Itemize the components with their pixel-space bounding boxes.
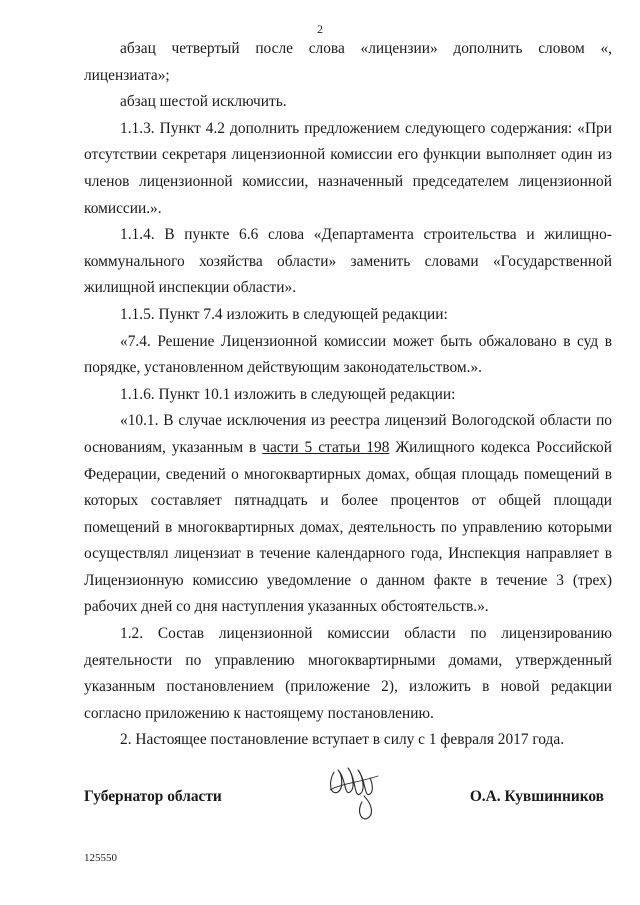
signatory-name: О.А. Кувшинников: [469, 788, 604, 805]
handwritten-signature: [320, 752, 390, 824]
paragraph-1-1-3: 1.1.3. Пункт 4.2 дополнить предложением следующего содержания: «При отсутствии секретаря лицензионной комиссии его функции выполняет один из членов лицензионной комиссии, назначенный председателем лицензионной комиссии.».: [84, 119, 612, 217]
paragraph-abzac-6: абзац шестой исключить.: [120, 93, 287, 111]
signatory-title: Губернатор области: [84, 788, 222, 805]
paragraph-abzac-4: абзац четвертый после слова «лицензии» дополнить словом «, лицензиата»;: [84, 40, 612, 84]
paragraph-1-2: 1.2. Состав лицензионной комиссии области по лицензированию деятельности по управлению многоквартирными домами, утвержденный указанным постановлением (приложение 2), изложить в новой редакции согласно приложению к настоящему постановлению.: [84, 625, 612, 722]
paragraph-7-4-quote: «7.4. Решение Лицензионной комиссии может быть обжаловано в суд в порядке, установленном действующим законодательством.».: [84, 332, 612, 377]
paragraph-10-1-quote: [84, 408, 612, 621]
document-body: [84, 36, 612, 754]
paragraph-10-1-rest: Жилищного кодекса Российской Федерации, сведений о многоквартирных домах, общая площадь помещений в которых составляет пятнадцать и более процентов от общей площади помещений в многоквартирных домах, деятельность по управлению которыми осуществлял лицензиат в течение календарного года, Инспекция направляет в Лицензионную комиссию уведомление о данном факте в течение 3 (трех) рабочих дней со дня наступления указанных обстоятельств.».: [84, 438, 612, 616]
paragraph-1-1-5: 1.1.5. Пункт 7.4 изложить в следующей редакции:: [120, 305, 448, 323]
paragraph-1-1-4: 1.1.4. В пункте 6.6 слова «Департамента строительства и жилищно-коммунального хозяйства области» заменить словами «Государственной жилищной инспекции области».: [84, 226, 612, 297]
paragraph-2: 2. Настоящее постановление вступает в силу с 1 февраля 2017 года.: [120, 731, 565, 749]
page-number: 2: [317, 22, 323, 36]
paragraph-1-1-6: 1.1.6. Пункт 10.1 изложить в следующей редакции:: [120, 385, 456, 403]
signature-block: [84, 788, 604, 814]
paragraph-10-1-start: «10.1. В случае исключения из реестра лицензий Вологодской области по основаниям, указанным в: [84, 412, 612, 456]
document-code: 125550: [84, 852, 117, 864]
law-reference-link[interactable]: части 5 статьи 198: [262, 438, 390, 456]
